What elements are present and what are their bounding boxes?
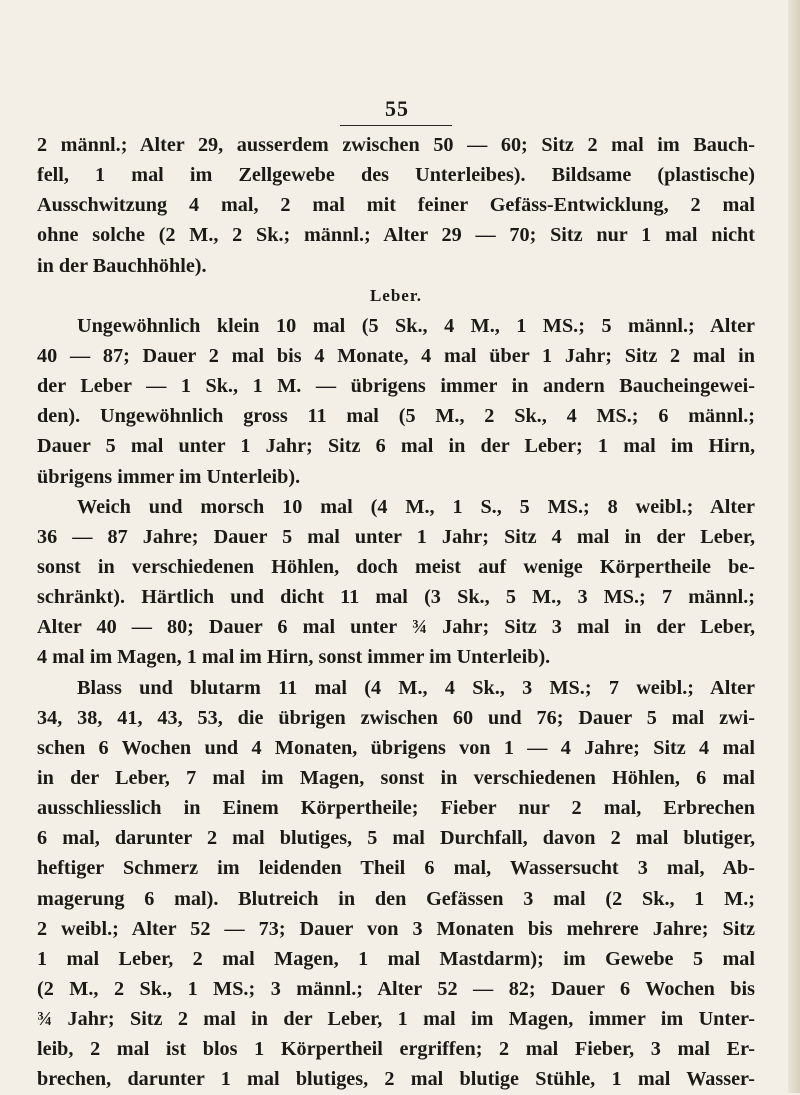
text-line: ohne solche (2 M., 2 Sk.; männl.; Alter 29 — 70; Sitz nur 1 mal nicht <box>37 224 755 247</box>
page-number: 55 <box>385 96 409 121</box>
text-line: ausschliesslich in Einem Körpertheile; Fieber nur 2 mal, Erbrechen <box>37 797 755 820</box>
text-line: Ungewöhnlich klein 10 mal (5 Sk., 4 M., 1 MS.; 5 männl.; Alter <box>77 314 755 337</box>
text-line: heftiger Schmerz im leidenden Theil 6 mal, Wassersucht 3 mal, Ab- <box>37 857 755 880</box>
text-line: Ausschwitzung 4 mal, 2 mal mit feiner Gefäss-Entwicklung, 2 mal <box>37 194 755 217</box>
text-line: brechen, darunter 1 mal blutiges, 2 mal blutige Stühle, 1 mal Wasser- <box>37 1068 755 1091</box>
page-number-rule <box>340 125 452 126</box>
text-line: den). Ungewöhnlich gross 11 mal (5 M., 2 Sk., 4 MS.; 6 männl.; <box>37 405 755 428</box>
text-line: Weich und morsch 10 mal (4 M., 1 S., 5 MS.; 8 weibl.; Alter <box>77 495 755 518</box>
text-line: 40 — 87; Dauer 2 mal bis 4 Monate, 4 mal über 1 Jahr; Sitz 2 mal in <box>37 344 755 367</box>
text-line: leib, 2 mal ist blos 1 Körpertheil ergriffen; 2 mal Fieber, 3 mal Er- <box>37 1038 755 1061</box>
text-line: schränkt). Härtlich und dicht 11 mal (3 Sk., 5 M., 3 MS.; 7 männl.; <box>37 586 755 609</box>
text-line: 2 männl.; Alter 29, ausserdem zwischen 50 — 60; Sitz 2 mal im Bauch- <box>37 134 755 156</box>
body-text <box>37 130 755 1095</box>
text-line: 2 weibl.; Alter 52 — 73; Dauer von 3 Monaten bis mehrere Jahre; Sitz <box>37 917 755 940</box>
text-line: übrigens immer im Unterleib). <box>37 465 301 488</box>
text-line: ¾ Jahr; Sitz 2 mal in der Leber, 1 mal im Magen, immer im Unter- <box>37 1008 755 1031</box>
section-heading: Leber. <box>369 285 423 305</box>
text-line: sonst in verschiedenen Höhlen, doch meist auf wenige Körpertheile be- <box>37 555 755 578</box>
text-line: Blass und blutarm 11 mal (4 M., 4 Sk., 3 MS.; 7 weibl.; Alter <box>77 676 755 699</box>
text-line: 1 mal Leber, 2 mal Magen, 1 mal Mastdarm); im Gewebe 5 mal <box>37 947 755 970</box>
text-line: fell, 1 mal im Zellgewebe des Unterleibes). Bildsame (plastische) <box>37 164 755 187</box>
text-line: in der Leber, 7 mal im Magen, sonst in verschiedenen Höhlen, 6 mal <box>37 766 755 789</box>
text-line: 34, 38, 41, 43, 53, die übrigen zwischen 60 und 76; Dauer 5 mal zwi- <box>37 706 755 729</box>
page-edge-shadow <box>788 0 800 1093</box>
text-line: 36 — 87 Jahre; Dauer 5 mal unter 1 Jahr; Sitz 4 mal in der Leber, <box>37 525 755 548</box>
text-line: 6 mal, darunter 2 mal blutiges, 5 mal Durchfall, davon 2 mal blutiger, <box>37 827 755 850</box>
text-line: magerung 6 mal). Blutreich in den Gefässen 3 mal (2 Sk., 1 M.; <box>37 887 755 910</box>
text-line: Alter 40 — 80; Dauer 6 mal unter ¾ Jahr; Sitz 3 mal in der Leber, <box>37 616 755 639</box>
text-line: der Leber — 1 Sk., 1 M. — übrigens immer in andern Baucheingewei- <box>37 375 755 398</box>
text-line: Dauer 5 mal unter 1 Jahr; Sitz 6 mal in der Leber; 1 mal im Hirn, <box>37 435 755 458</box>
text-line: in der Bauchhöhle). <box>37 254 207 277</box>
text-line: schen 6 Wochen und 4 Monaten, übrigens von 1 — 4 Jahre; Sitz 4 mal <box>37 736 755 759</box>
text-line: (2 M., 2 Sk., 1 MS.; 3 männl.; Alter 52 — 82; Dauer 6 Wochen bis <box>37 977 755 1000</box>
text-line: 4 mal im Magen, 1 mal im Hirn, sonst immer im Unterleib). <box>37 646 551 669</box>
